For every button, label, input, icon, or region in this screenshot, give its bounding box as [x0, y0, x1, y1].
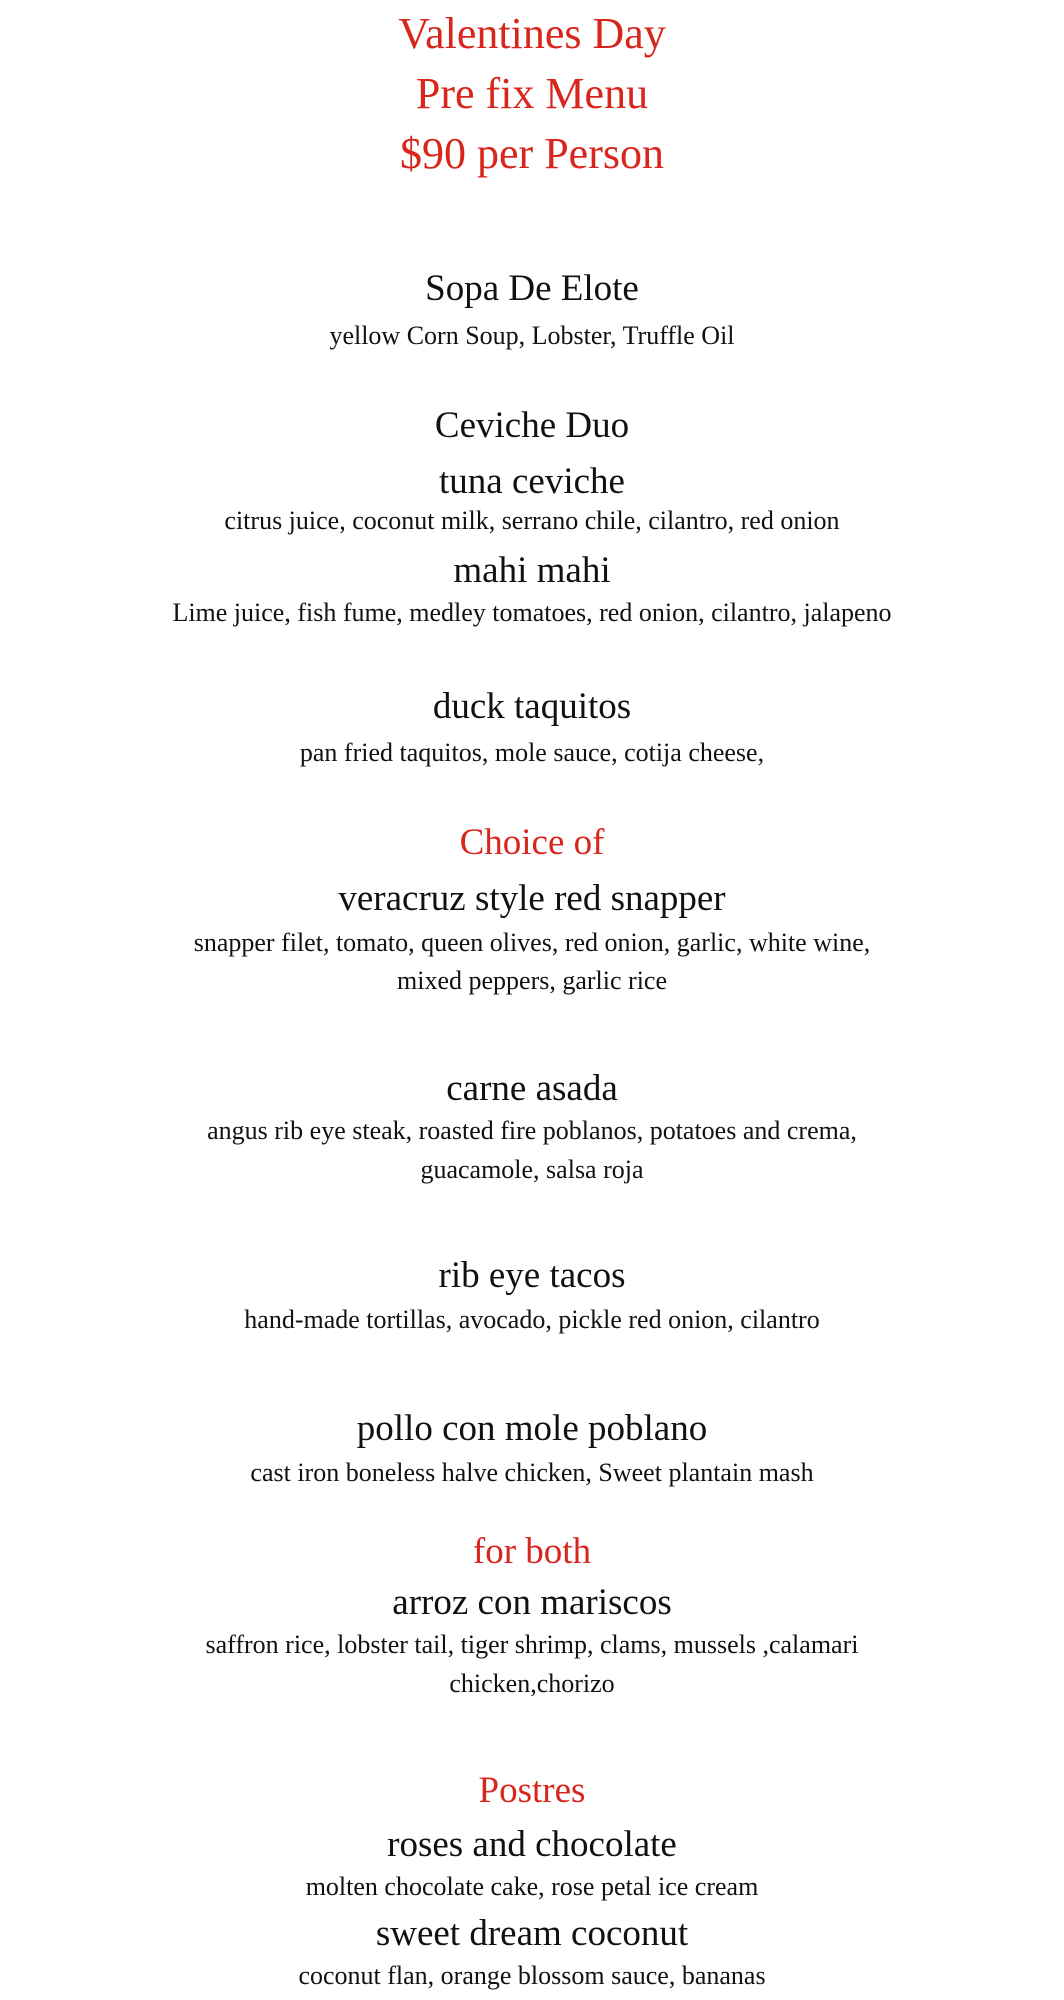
section-heading-choice-of: Choice of: [459, 822, 605, 863]
dish-arroz-con-mariscos: arroz con mariscos: [392, 1582, 672, 1623]
dish-duck-taquitos: duck taquitos: [432, 686, 632, 727]
dish-sopa-de-elote: Sopa De Elote: [425, 268, 639, 309]
dish-description: yellow Corn Soup, Lobster, Truffle Oil: [329, 321, 735, 350]
dish-description: guacamole, salsa roja: [420, 1155, 644, 1184]
dish-description: angus rib eye steak, roasted fire poblanos, potatoes and crema,: [207, 1116, 857, 1145]
dish-sweet-dream-coconut: sweet dream coconut: [375, 1913, 689, 1954]
dish-description: pan fried taquitos, mole sauce, cotija cheese,: [299, 738, 765, 767]
menu-title: Valentines Day: [398, 9, 666, 58]
dish-tuna-ceviche: tuna ceviche: [439, 461, 625, 502]
menu-price: $90 per Person: [400, 129, 664, 178]
dish-description: coconut flan, orange blossom sauce, bananas: [298, 1961, 766, 1990]
dish-description: saffron rice, lobster tail, tiger shrimp, clams, mussels ,calamari: [205, 1630, 859, 1659]
section-heading-for-both: for both: [472, 1531, 592, 1572]
dish-description: snapper filet, tomato, queen olives, red onion, garlic, white wine,: [193, 928, 871, 957]
dish-description: cast iron boneless halve chicken, Sweet plantain mash: [250, 1458, 814, 1487]
dish-roses-and-chocolate: roses and chocolate: [387, 1824, 677, 1865]
dish-description: citrus juice, coconut milk, serrano chile, cilantro, red onion: [224, 506, 840, 535]
dish-description: molten chocolate cake, rose petal ice cream: [305, 1872, 759, 1901]
dish-pollo-con-mole-poblano: pollo con mole poblano: [356, 1408, 708, 1449]
dish-veracruz-red-snapper: veracruz style red snapper: [338, 878, 726, 919]
dish-rib-eye-tacos: rib eye tacos: [438, 1255, 626, 1296]
dish-mahi-mahi: mahi mahi: [453, 550, 611, 591]
dish-carne-asada: carne asada: [446, 1068, 618, 1109]
dish-ceviche-duo: Ceviche Duo: [434, 405, 630, 446]
menu-subtitle: Pre fix Menu: [415, 69, 649, 118]
dish-description: hand-made tortillas, avocado, pickle red onion, cilantro: [244, 1305, 820, 1334]
dish-description: chicken,chorizo: [449, 1669, 615, 1698]
dish-description: Lime juice, fish fume, medley tomatoes, red onion, cilantro, jalapeno: [172, 598, 892, 627]
dish-description: mixed peppers, garlic rice: [397, 966, 667, 995]
section-heading-postres: Postres: [478, 1770, 586, 1811]
